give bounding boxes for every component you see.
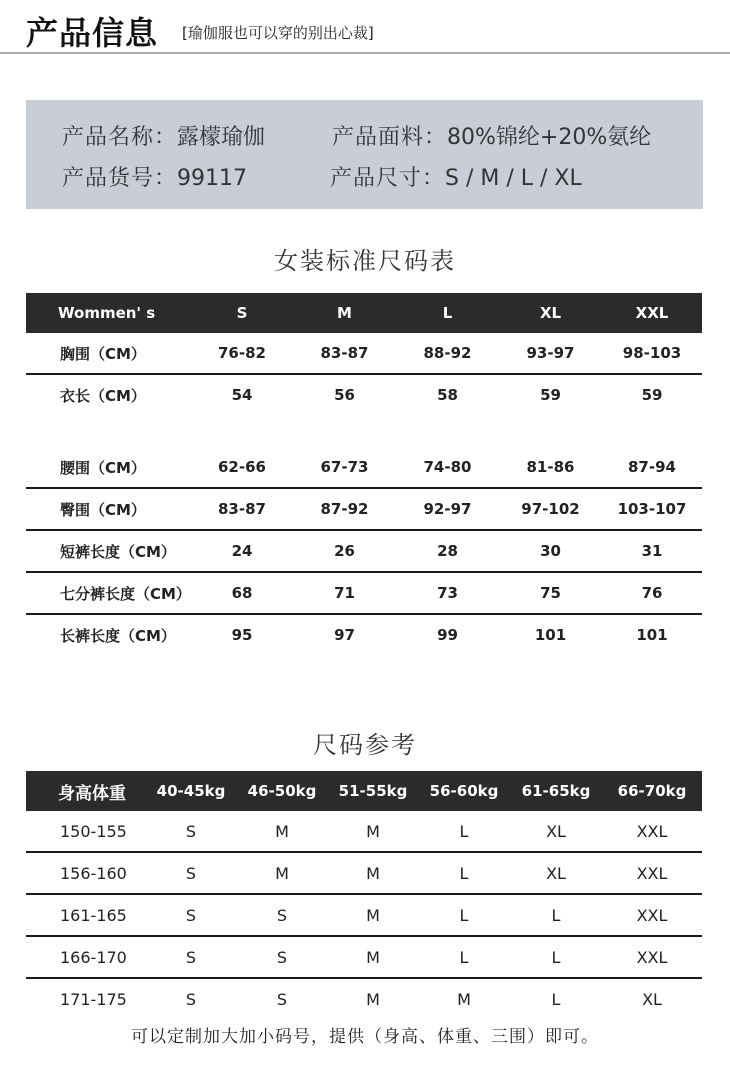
table-cell: M <box>328 936 418 978</box>
table-cell: 臀围（CM） <box>26 488 191 530</box>
product-item-value: 99117 <box>177 166 248 191</box>
table-cell: 31 <box>602 530 702 572</box>
table-cell: 150-155 <box>26 811 146 852</box>
size-reference-header-cell: 身高体重 <box>26 771 146 811</box>
size-chart-header-cell: XL <box>499 293 602 333</box>
table-cell: 83-87 <box>191 488 293 530</box>
table-cell: 98-103 <box>602 333 702 374</box>
table-row <box>26 374 702 415</box>
table-cell: 59 <box>641 386 663 404</box>
table-cell: 衣长（CM） <box>60 386 146 405</box>
table-cell: M <box>236 852 328 894</box>
table-cell: 59 <box>540 386 561 404</box>
table-cell: 26 <box>293 530 396 572</box>
product-material-value: 80%锦纶+20%氨纶 <box>447 125 652 150</box>
size-chart-header-cell: S <box>191 293 293 333</box>
table-cell: 95 <box>231 626 253 644</box>
table-cell: 101 <box>534 626 567 644</box>
table-cell: S <box>236 894 328 936</box>
table-cell: L <box>510 936 602 978</box>
product-material-label: 产品面料： <box>332 125 448 150</box>
table-cell: L <box>418 936 510 978</box>
page-subtitle: [瑜伽服也可以穿的别出心裁] <box>182 24 374 42</box>
table-cell: 103-107 <box>602 488 702 530</box>
size-chart-header-row <box>26 293 702 333</box>
table-row <box>26 572 702 614</box>
table-cell: 88-92 <box>396 333 499 374</box>
table-cell: 七分裤长度（CM） <box>26 572 191 614</box>
table-cell: 87-92 <box>293 488 396 530</box>
table-row <box>26 447 702 488</box>
product-size <box>330 161 582 192</box>
table-cell: 73 <box>396 572 499 614</box>
footnote: 可以定制加大加小码号，提供（身高、体重、三围）即可。 <box>131 1027 599 1047</box>
table-row <box>26 978 702 1019</box>
table-cell: S <box>276 989 288 1009</box>
table-cell: M <box>366 989 380 1009</box>
table-cell: L <box>418 811 510 852</box>
table-cell: XXL <box>602 811 702 852</box>
page-header <box>0 0 730 54</box>
size-chart-header-cell: L <box>396 293 499 333</box>
table-cell: 56 <box>334 386 355 404</box>
size-reference-header-row <box>26 771 702 811</box>
table-row <box>26 333 702 374</box>
table-row <box>26 530 702 572</box>
table-cell: XXL <box>602 936 702 978</box>
size-chart-header-cell: Wommen' s <box>26 293 191 333</box>
table-row <box>26 894 702 936</box>
table-cell: 胸围（CM） <box>26 333 191 374</box>
product-info-box <box>26 100 703 209</box>
table-cell: 54 <box>231 386 253 404</box>
size-reference-table <box>26 771 702 1019</box>
product-name <box>62 120 265 151</box>
table-cell: 171-175 <box>60 989 127 1009</box>
table-cell: 83-87 <box>293 333 396 374</box>
product-size-label: 产品尺寸： <box>330 166 446 191</box>
table-cell: 166-170 <box>26 936 146 978</box>
table-cell: 93-97 <box>499 333 602 374</box>
table-cell: S <box>185 989 197 1009</box>
table-cell: 76 <box>602 572 702 614</box>
table-cell: 71 <box>293 572 396 614</box>
table-cell: 74-80 <box>396 447 499 488</box>
size-chart-header-cell: M <box>293 293 396 333</box>
table-row <box>26 488 702 530</box>
size-reference-header-cell: 51-55kg <box>328 771 418 811</box>
size-reference-title: 尺码参考 <box>313 731 417 759</box>
table-cell: 92-97 <box>396 488 499 530</box>
size-reference-header-cell: 56-60kg <box>418 771 510 811</box>
product-size-value: S / M / L / XL <box>445 166 582 191</box>
table-cell: M <box>328 811 418 852</box>
product-name-value: 露檬瑜伽 <box>177 125 266 150</box>
table-cell: 58 <box>437 386 458 404</box>
table-cell: 24 <box>191 530 293 572</box>
table-cell: L <box>510 894 602 936</box>
size-reference-header-cell: 46-50kg <box>236 771 328 811</box>
product-item-number <box>62 161 247 192</box>
product-item-label: 产品货号： <box>62 166 178 191</box>
table-cell: 161-165 <box>26 894 146 936</box>
table-cell: S <box>146 894 236 936</box>
table-cell: 28 <box>396 530 499 572</box>
table-cell: 30 <box>499 530 602 572</box>
table-cell: 99 <box>437 626 458 644</box>
table-cell: XXL <box>602 852 702 894</box>
table-cell: XL <box>510 852 602 894</box>
table-row <box>26 852 702 894</box>
table-cell: 97-102 <box>499 488 602 530</box>
product-material <box>332 120 651 151</box>
table-cell: S <box>146 852 236 894</box>
table-cell: M <box>328 852 418 894</box>
table-cell: 62-66 <box>191 447 293 488</box>
table-spacer <box>26 415 702 447</box>
table-cell: S <box>146 936 236 978</box>
table-cell: M <box>236 811 328 852</box>
table-cell: 76-82 <box>191 333 293 374</box>
table-cell: 97 <box>334 626 355 644</box>
table-cell: 短裤长度（CM） <box>26 530 191 572</box>
table-cell: 75 <box>499 572 602 614</box>
table-cell: 68 <box>191 572 293 614</box>
size-reference-header-cell: 40-45kg <box>146 771 236 811</box>
size-chart-table <box>26 293 702 655</box>
table-cell: XXL <box>602 894 702 936</box>
size-reference-header-cell: 61-65kg <box>510 771 602 811</box>
table-cell: 87-94 <box>602 447 702 488</box>
table-cell: 156-160 <box>26 852 146 894</box>
table-row <box>26 811 702 852</box>
table-cell: XL <box>642 989 662 1009</box>
table-cell: M <box>328 894 418 936</box>
size-chart-header-cell: XXL <box>602 293 702 333</box>
size-chart-title: 女装标准尺码表 <box>274 247 456 275</box>
table-cell: 101 <box>636 626 668 644</box>
table-cell: L <box>551 989 561 1009</box>
table-row <box>26 936 702 978</box>
table-cell: L <box>418 894 510 936</box>
product-name-label: 产品名称： <box>62 125 178 150</box>
table-cell: 81-86 <box>499 447 602 488</box>
table-cell: XL <box>510 811 602 852</box>
page-title: 产品信息 <box>26 14 159 52</box>
size-reference-header-cell: 66-70kg <box>602 771 702 811</box>
table-cell: 67-73 <box>293 447 396 488</box>
table-cell: L <box>418 852 510 894</box>
table-cell: 长裤长度（CM） <box>60 626 176 645</box>
table-spacer-row <box>26 415 702 447</box>
table-cell: S <box>146 811 236 852</box>
table-cell: M <box>457 989 471 1009</box>
table-cell: 腰围（CM） <box>26 447 191 488</box>
table-cell: S <box>236 936 328 978</box>
table-row <box>26 614 702 655</box>
